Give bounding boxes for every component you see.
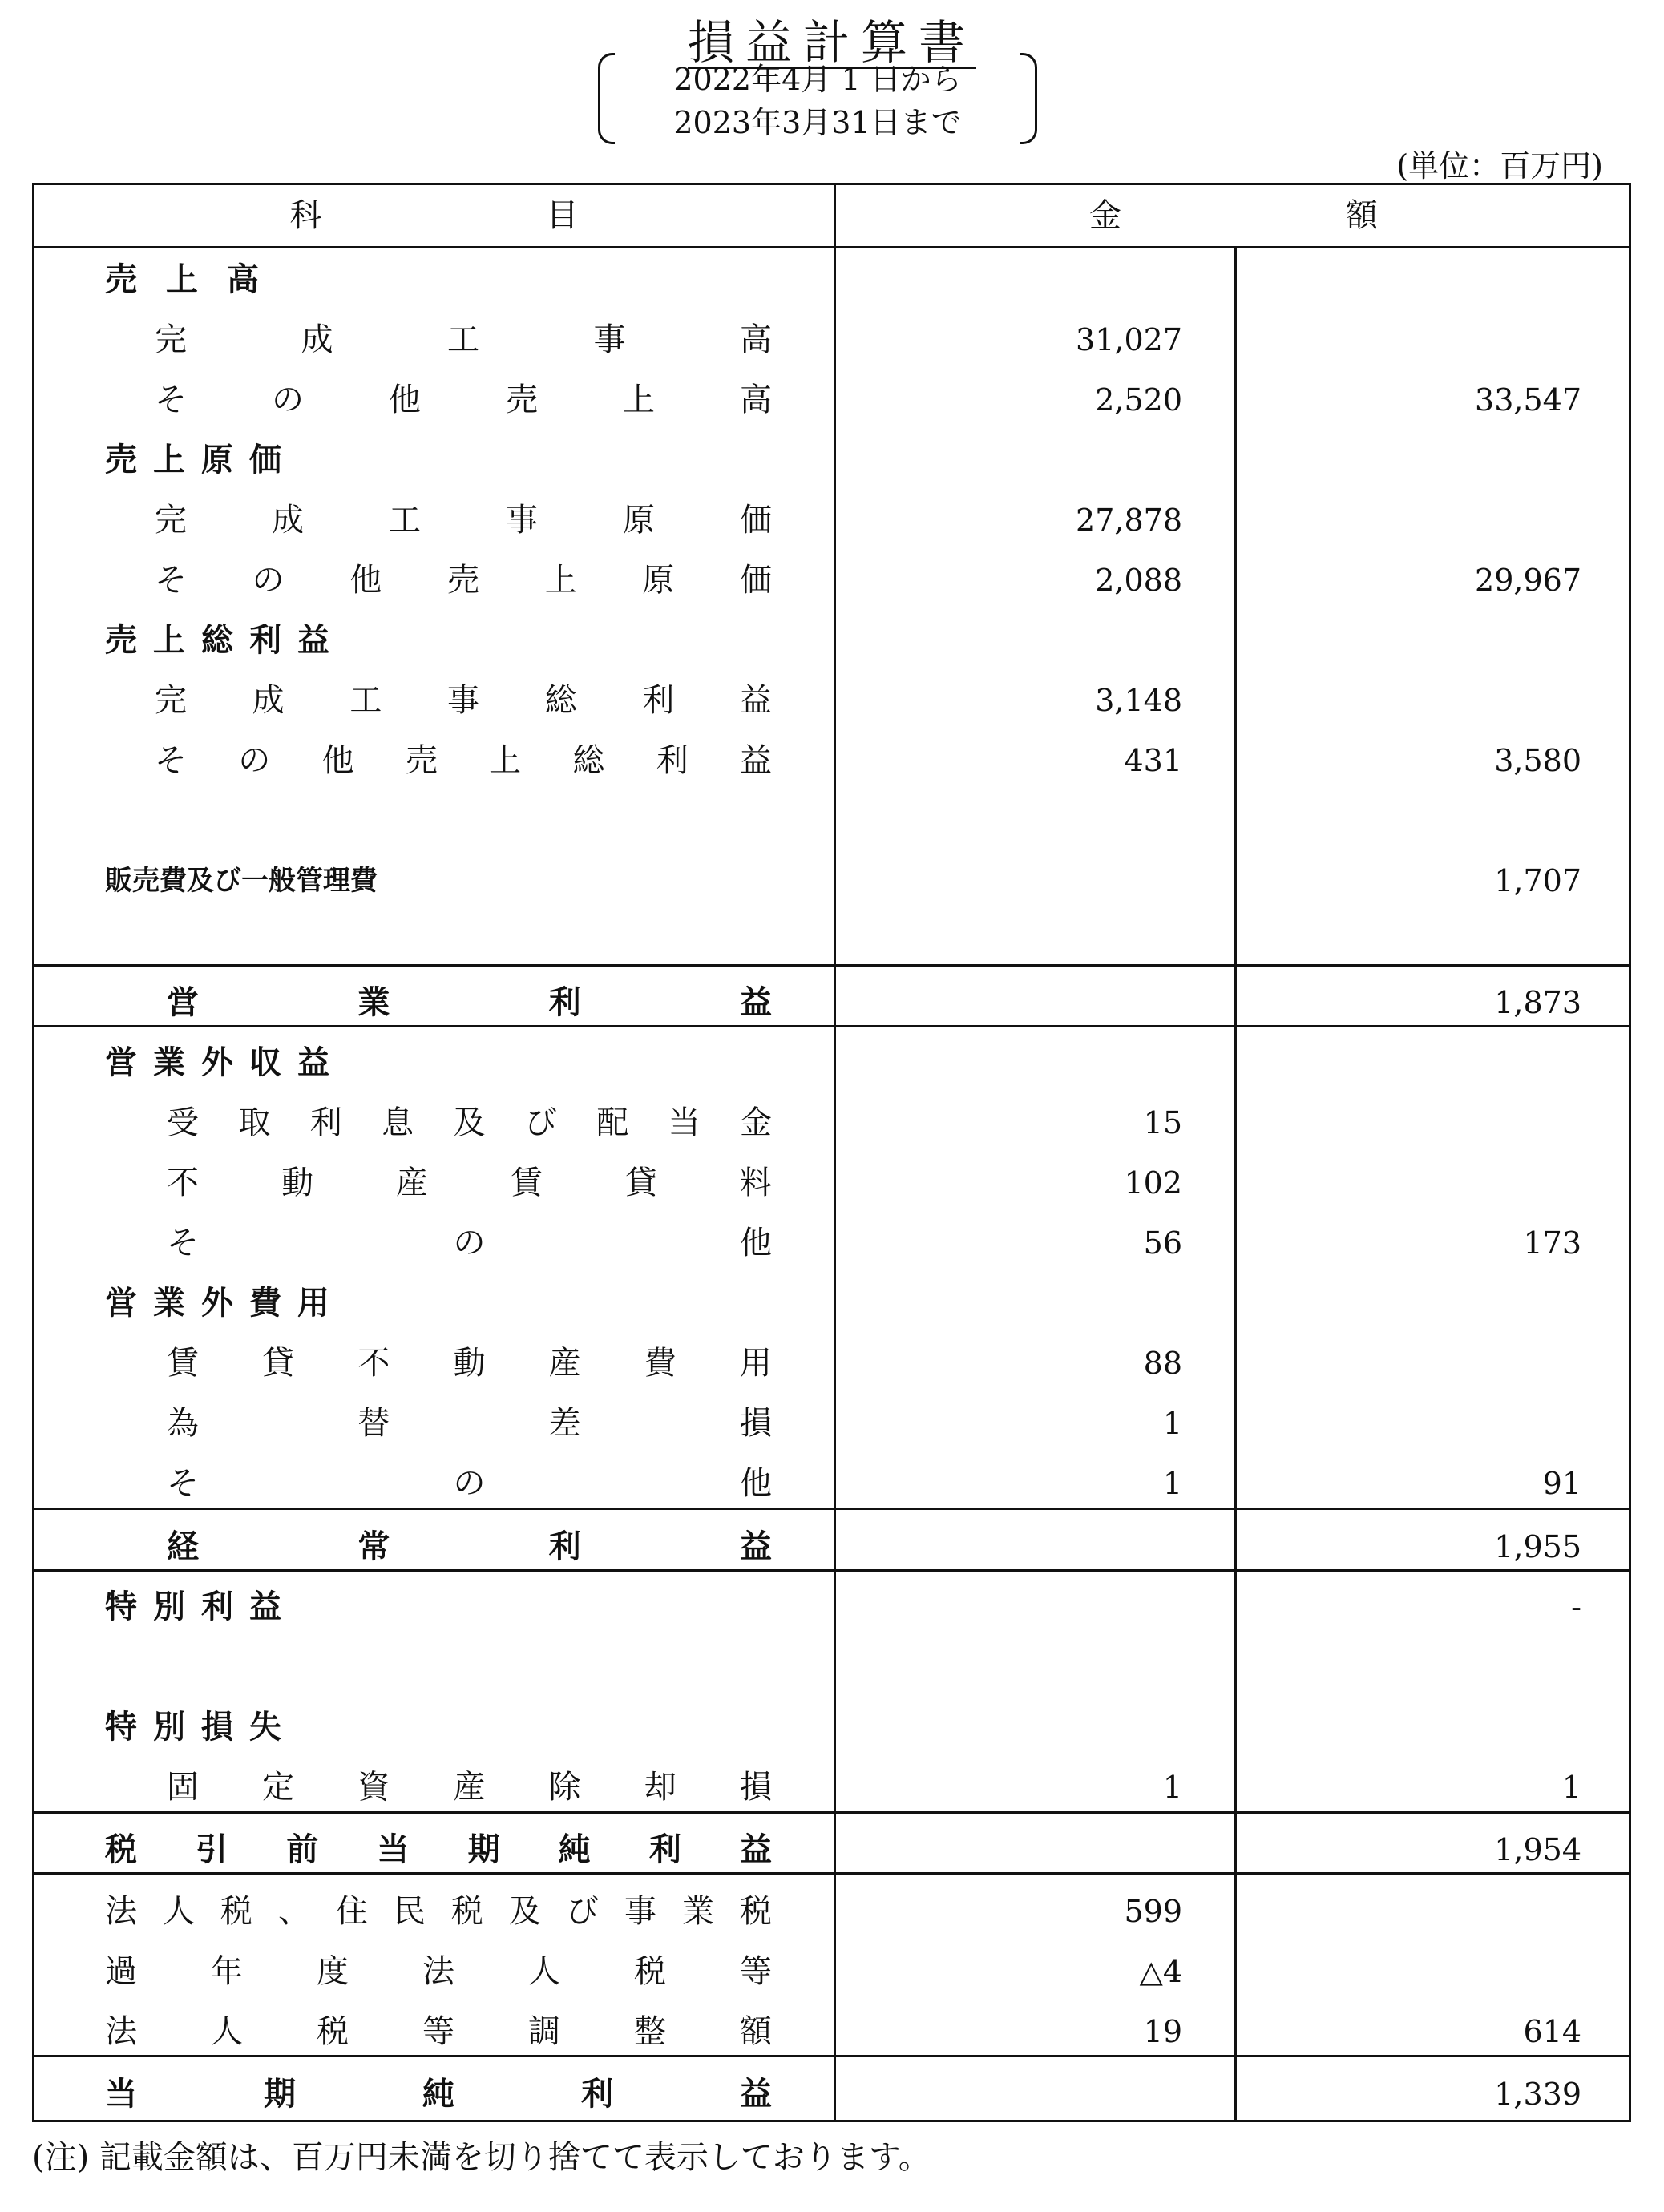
label-char: 益 <box>739 1528 772 1565</box>
label-char: そ <box>155 742 187 779</box>
amount-detail: 27,878 <box>1076 503 1182 538</box>
label-char: 受 <box>167 1104 199 1141</box>
label-char: 民 <box>394 1893 426 1930</box>
label-char: 定 <box>262 1769 295 1806</box>
row-label <box>155 496 772 544</box>
label-char: 当 <box>105 2075 137 2113</box>
row-label <box>155 676 772 725</box>
amount-total: 1,707 <box>1494 863 1581 898</box>
label-char: 引 <box>196 1831 228 1868</box>
row-label: 営業外収益 <box>105 1043 345 1081</box>
amount-detail: △4 <box>1139 1954 1182 1989</box>
label-char: 売 <box>506 381 538 418</box>
amount-detail: 2,088 <box>1095 563 1182 598</box>
amount-detail: 15 <box>1143 1105 1182 1140</box>
label-char: 売 <box>405 742 438 779</box>
label-char: 当 <box>668 1104 701 1141</box>
label-char: 固 <box>167 1769 199 1806</box>
row-label: 特別損失 <box>105 1708 297 1746</box>
label-char: 経 <box>167 1528 199 1565</box>
label-char: 息 <box>382 1104 414 1141</box>
amount-detail: 3,148 <box>1095 683 1182 718</box>
row-label <box>105 2008 772 2056</box>
label-char: 総 <box>572 742 605 779</box>
row-label <box>167 1219 772 1267</box>
label-char: 益 <box>740 2075 772 2113</box>
row-label <box>167 1159 772 1207</box>
amount-total: 173 <box>1523 1225 1581 1261</box>
label-char: 事 <box>506 502 538 539</box>
amount-detail: 1 <box>1162 1406 1182 1441</box>
label-char: の <box>252 562 285 599</box>
label-char: 完 <box>155 502 187 539</box>
amount-total: 1,955 <box>1494 1529 1581 1564</box>
row-label: 販売費及び一般管理費 <box>105 865 378 897</box>
label-char: 損 <box>739 1405 772 1442</box>
amount-detail: 1 <box>1162 1466 1182 1501</box>
label-char: 等 <box>740 1953 772 1990</box>
label-char: 用 <box>739 1345 772 1382</box>
label-char: 成 <box>301 321 333 358</box>
amount-detail: 431 <box>1124 743 1182 778</box>
label-char: 益 <box>739 742 772 779</box>
label-char: 完 <box>155 682 187 719</box>
label-char: 産 <box>396 1165 428 1201</box>
header-amount: 金 額 <box>1089 197 1378 234</box>
row-label <box>167 1339 772 1387</box>
amount-total: 1,873 <box>1494 985 1581 1020</box>
label-char: 他 <box>349 562 382 599</box>
label-char: 原 <box>623 502 655 539</box>
column-divider-subject <box>834 185 836 2120</box>
row-label <box>155 376 772 424</box>
label-char: 配 <box>596 1104 629 1141</box>
label-char: 除 <box>548 1769 581 1806</box>
label-char: 税 <box>740 1893 772 1930</box>
label-char: び <box>524 1104 557 1141</box>
label-char: 売 <box>446 562 479 599</box>
label-char: 及 <box>509 1893 541 1930</box>
label-char: 業 <box>357 983 390 1021</box>
label-char: 住 <box>336 1893 368 1930</box>
label-char: の <box>453 1225 486 1261</box>
label-char: 税 <box>451 1893 483 1930</box>
label-char: 却 <box>644 1769 677 1806</box>
label-char: 利 <box>648 1831 681 1868</box>
amount-detail: 19 <box>1143 2014 1182 2049</box>
label-char: そ <box>155 562 187 599</box>
label-char: 利 <box>548 983 581 1021</box>
label-char: 高 <box>740 321 772 358</box>
label-char: 税 <box>105 1831 137 1868</box>
label-char: そ <box>167 1225 199 1261</box>
label-char: 純 <box>422 2075 454 2113</box>
label-char: の <box>453 1465 486 1502</box>
row-label: 特別利益 <box>105 1588 297 1625</box>
row-label <box>167 1399 772 1447</box>
amount-detail: 102 <box>1124 1165 1182 1201</box>
label-char: 完 <box>155 321 187 358</box>
label-char: 前 <box>286 1831 319 1868</box>
label-char: 他 <box>389 381 421 418</box>
label-char: 上 <box>623 381 655 418</box>
row-label <box>167 1459 772 1508</box>
label-char: 動 <box>453 1345 486 1382</box>
label-char: 税 <box>220 1893 252 1930</box>
label-char: 替 <box>357 1405 390 1442</box>
label-char: 年 <box>211 1953 243 1990</box>
label-char: 利 <box>548 1528 581 1565</box>
row-label: 売上高 <box>105 260 288 298</box>
amount-detail: 31,027 <box>1076 322 1182 357</box>
label-char: 産 <box>453 1769 486 1806</box>
label-char: 取 <box>238 1104 271 1141</box>
label-char: 事 <box>446 682 479 719</box>
amount-total: 33,547 <box>1475 382 1581 418</box>
amount-total: 1,954 <box>1494 1832 1581 1867</box>
label-char: 他 <box>321 742 354 779</box>
label-char: 貸 <box>625 1165 657 1201</box>
label-char: 損 <box>739 1769 772 1806</box>
row-label <box>167 1763 772 1811</box>
row-label <box>105 1887 772 1936</box>
amount-detail: 2,520 <box>1095 382 1182 418</box>
label-char: 益 <box>739 983 772 1021</box>
label-char: 、 <box>278 1893 310 1930</box>
label-char: 貸 <box>262 1345 295 1382</box>
amount-total: 614 <box>1523 2014 1581 2049</box>
label-char: 上 <box>544 562 577 599</box>
label-char: 額 <box>740 2013 772 2050</box>
label-char: 工 <box>349 682 382 719</box>
row-label <box>105 2070 772 2118</box>
label-char: 不 <box>357 1345 390 1382</box>
label-char: の <box>272 381 304 418</box>
label-char: 成 <box>252 682 285 719</box>
row-divider <box>34 1811 1629 1814</box>
label-char: 度 <box>317 1953 349 1990</box>
label-char: 税 <box>634 1953 666 1990</box>
label-char: 利 <box>581 2075 613 2113</box>
label-char: 事 <box>624 1893 656 1930</box>
label-char: 調 <box>528 2013 560 2050</box>
label-char: 法 <box>422 1953 454 1990</box>
label-char: 事 <box>593 321 626 358</box>
label-char: 期 <box>264 2075 296 2113</box>
label-char: 総 <box>544 682 577 719</box>
row-label <box>105 1826 772 1874</box>
label-char: 賃 <box>511 1165 543 1201</box>
amount-total: 1 <box>1561 1770 1581 1805</box>
header-divider <box>34 246 1629 248</box>
period-from: 2022年4月 1 日から <box>673 62 962 97</box>
row-label <box>155 316 772 364</box>
header-subject: 科 目 <box>289 197 579 234</box>
label-char: 常 <box>357 1528 390 1565</box>
label-char: 料 <box>740 1165 772 1201</box>
amount-detail: 56 <box>1143 1225 1182 1261</box>
amount-total: 29,967 <box>1475 563 1581 598</box>
amount-detail: 1 <box>1162 1770 1182 1805</box>
label-char: 益 <box>739 682 772 719</box>
label-char: 高 <box>740 381 772 418</box>
label-char: 純 <box>558 1831 591 1868</box>
label-char: 税 <box>317 2013 349 2050</box>
label-char: 等 <box>422 2013 454 2050</box>
footnote: (注) 記載金額は、百万円未満を切り捨てて表示しております。 <box>32 2139 931 2176</box>
label-char: 賃 <box>167 1345 199 1382</box>
label-char: 資 <box>357 1769 390 1806</box>
label-char: 原 <box>642 562 675 599</box>
label-char: 価 <box>739 562 772 599</box>
row-label <box>155 737 772 785</box>
income-statement-table <box>32 183 1631 2122</box>
label-char: 価 <box>740 502 772 539</box>
amount-total: 91 <box>1542 1466 1581 1501</box>
label-char: 法 <box>105 1893 137 1930</box>
row-label <box>167 1099 772 1147</box>
row-divider <box>34 964 1629 967</box>
label-char: 利 <box>642 682 675 719</box>
row-label <box>167 979 772 1027</box>
amount-total: - <box>1571 1589 1581 1625</box>
row-label <box>167 1523 772 1571</box>
period-to: 2023年3月31日まで <box>673 105 962 140</box>
label-char: 工 <box>389 502 421 539</box>
label-char: 過 <box>105 1953 137 1990</box>
amount-total: 1,339 <box>1494 2077 1581 2112</box>
row-label: 営業外費用 <box>105 1284 345 1322</box>
label-char: 成 <box>272 502 304 539</box>
amount-detail: 88 <box>1143 1346 1182 1381</box>
label-char: そ <box>167 1465 199 1502</box>
row-label <box>155 556 772 604</box>
label-char: 人 <box>211 2013 243 2050</box>
label-char: 金 <box>740 1104 772 1141</box>
label-char: 利 <box>309 1104 342 1141</box>
label-char: 営 <box>167 983 199 1021</box>
row-label <box>105 1948 772 1996</box>
document-title: 損益計算書 <box>687 15 976 70</box>
label-char: 不 <box>167 1165 199 1201</box>
label-char: 人 <box>528 1953 560 1990</box>
label-char: 他 <box>740 1465 772 1502</box>
period-block <box>598 53 1037 144</box>
label-char: 費 <box>644 1345 677 1382</box>
label-char: の <box>238 742 271 779</box>
label-char: 整 <box>634 2013 666 2050</box>
label-char: 益 <box>739 1831 772 1868</box>
label-char: び <box>567 1893 599 1930</box>
label-char: そ <box>155 381 187 418</box>
unit-label: (単位：百万円) <box>1396 148 1603 184</box>
label-char: 動 <box>281 1165 313 1201</box>
label-char: 期 <box>467 1831 500 1868</box>
label-char: 法 <box>105 2013 137 2050</box>
row-label: 売上原価 <box>105 441 297 478</box>
label-char: 及 <box>453 1104 486 1141</box>
label-char: 他 <box>740 1225 772 1261</box>
label-char: 利 <box>656 742 689 779</box>
row-divider <box>34 1508 1629 1510</box>
label-char: 為 <box>167 1405 199 1442</box>
label-char: 差 <box>548 1405 581 1442</box>
label-char: 上 <box>489 742 522 779</box>
row-label: 売上総利益 <box>105 621 345 659</box>
label-char: 工 <box>447 321 479 358</box>
amount-total: 3,580 <box>1494 743 1581 778</box>
label-char: 業 <box>682 1893 714 1930</box>
label-char: 人 <box>163 1893 195 1930</box>
label-char: 当 <box>377 1831 410 1868</box>
amount-detail: 599 <box>1124 1894 1182 1929</box>
label-char: 産 <box>548 1345 581 1382</box>
